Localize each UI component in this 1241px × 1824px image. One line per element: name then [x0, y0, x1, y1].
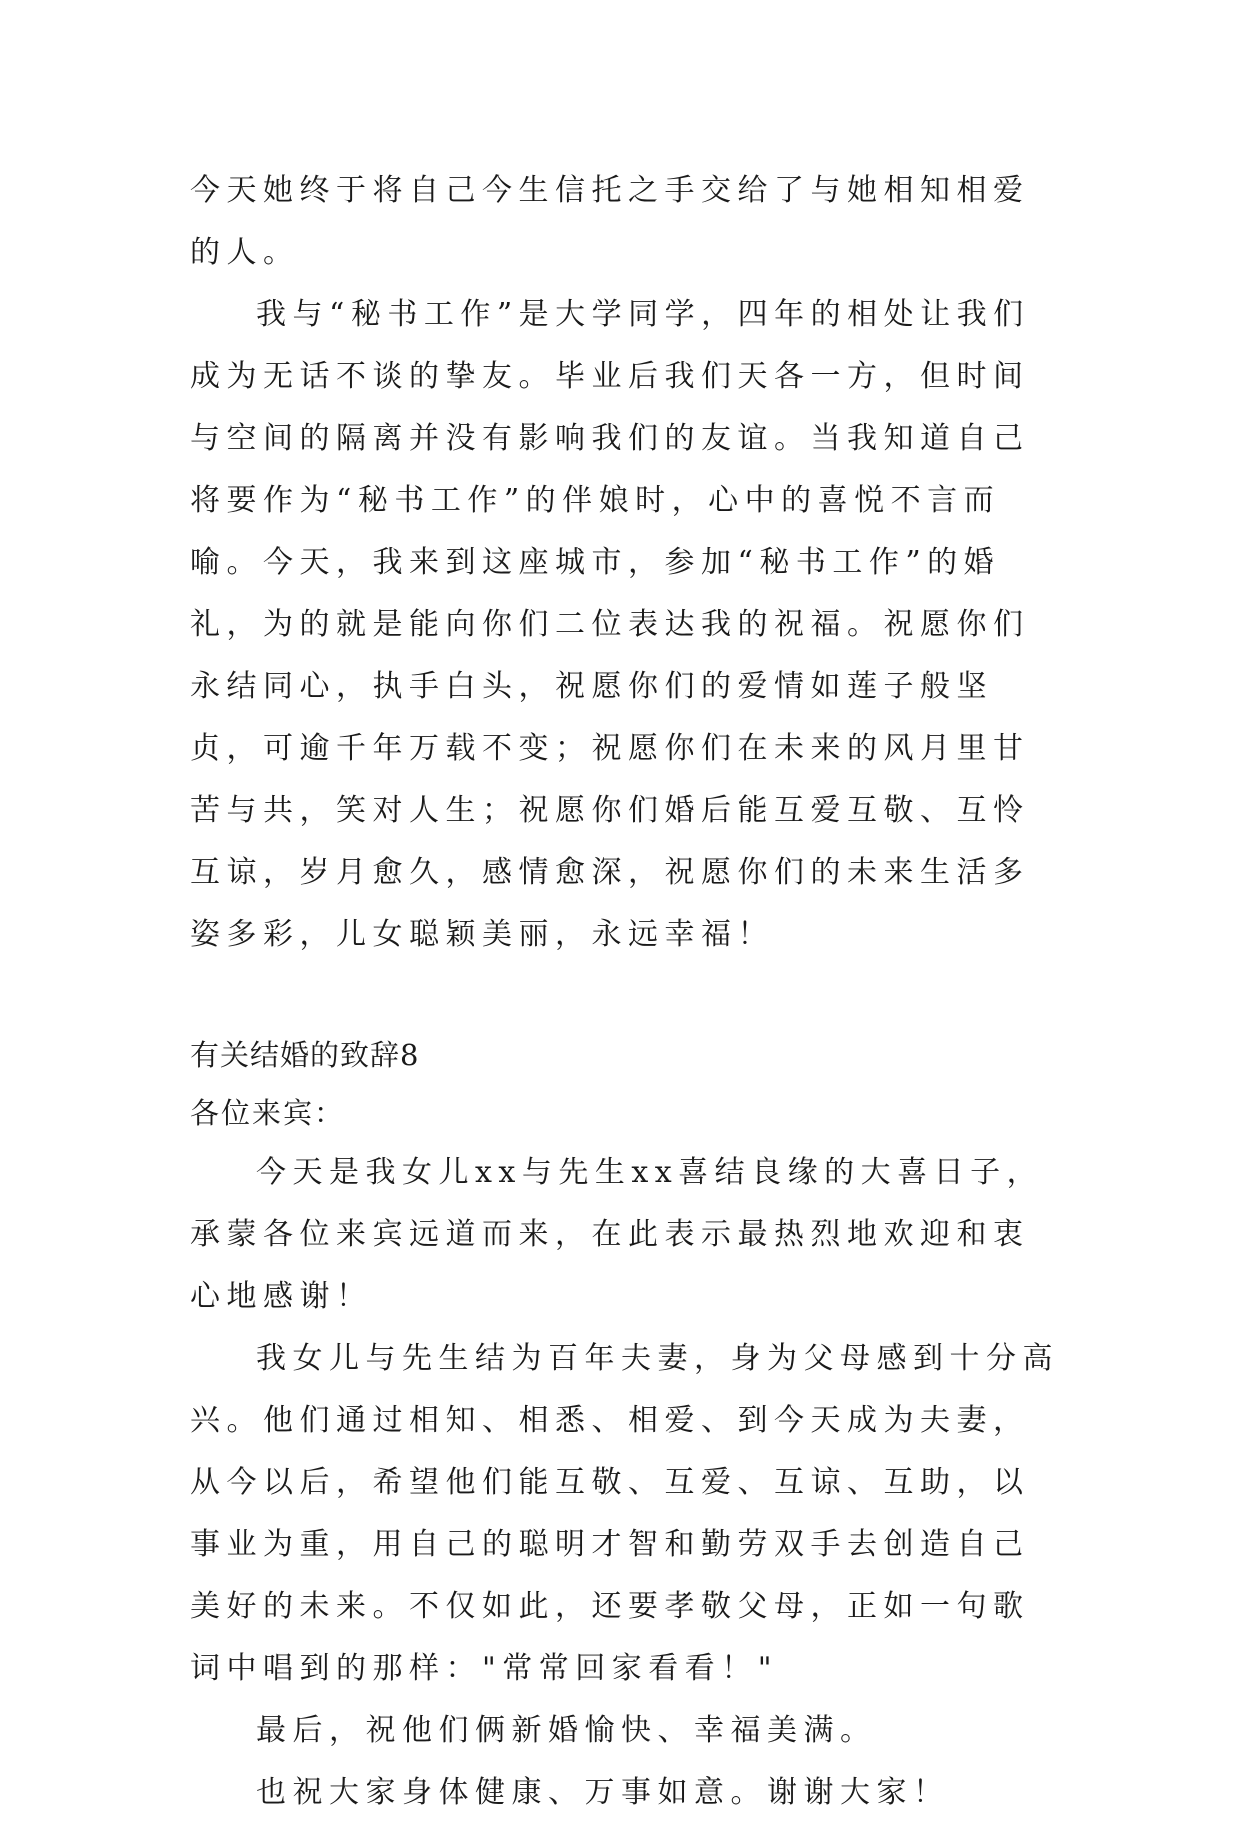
paragraph-welcome: 今天是我女儿xx与先生xx喜结良缘的大喜日子，承蒙各位来宾远道而来，在此表示最热烈地欢迎和衷心地感谢！ — [190, 1155, 1044, 1314]
paragraph-wishes: 我女儿与先生结为百年夫妻，身为父母感到十分高兴。他们通过相知、相悉、相爱、到今天成为夫妻，从今以后，希望他们能互敬、互爱、互谅、互助，以事业为重，用自己的聪明才智和勤劳双手去创造自己美好的未来。不仅如此，还要孝敬父母，正如一句歌词中唱到的那样："常常回家看看！" — [190, 1341, 1059, 1686]
continuation-line: 今天她终于将自己今生信托之手交给了与她相知相爱的人。 — [190, 173, 1030, 270]
section-title: 有关结婚的致辞8 — [190, 1038, 420, 1072]
paragraph-bridesmaid-speech: 我与“秘书工作”是大学同学，四年的相处让我们成为无话不谈的挚友。毕业后我们天各一方，但时间与空间的隔离并没有影响我们的友谊。当我知道自己将要作为“秘书工作”的伴娘时，心中的喜悦不言而喻。今天，我来到这座城市，参加“秘书工作”的婚礼，为的就是能向你们二位表达我的祝福。祝愿你们永结同心，执手白头，祝愿你们的爱情如莲子般坚贞，可逾千年万载不变；祝愿你们在未来的风月里甘苦与共，笑对人生；祝愿你们婚后能互爱互敬、互怜互谅，岁月愈久，感情愈深，祝愿你们的未来生活多姿多彩，儿女聪颖美丽，永远幸福！ — [190, 297, 1030, 952]
salutation: 各位来宾： — [190, 1096, 346, 1130]
paragraph-closing-1: 最后，祝他们俩新婚愉快、幸福美满。 — [256, 1713, 877, 1748]
document-page — [190, 160, 1060, 1824]
paragraph-closing-2: 也祝大家身体健康、万事如意。谢谢大家！ — [256, 1775, 950, 1810]
